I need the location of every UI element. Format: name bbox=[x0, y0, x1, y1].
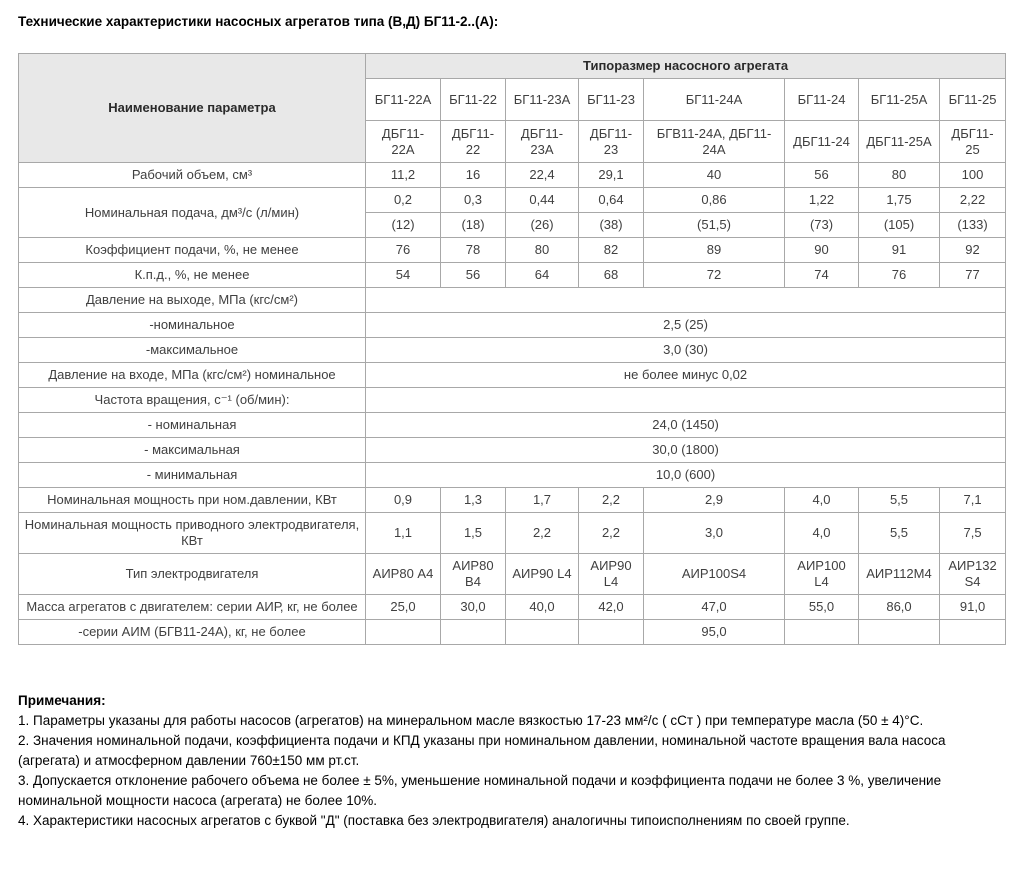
table-row bbox=[19, 338, 1006, 363]
row-label: - максимальная bbox=[19, 438, 366, 463]
value-cell: АИР112М4 bbox=[859, 554, 940, 595]
value-cell: 10,0 (600) bbox=[366, 463, 1006, 488]
value-cell: 4,0 bbox=[785, 513, 859, 554]
col-header: ДБГ11-22А bbox=[366, 121, 441, 163]
value-cell: АИР100 L4 bbox=[785, 554, 859, 595]
page-title: Технические характеристики насосных агрегатов типа (В,Д) БГ11-2..(А): bbox=[18, 14, 499, 29]
table-row bbox=[19, 413, 1006, 438]
value-cell: 4,0 bbox=[785, 488, 859, 513]
value-cell: 3,0 bbox=[644, 513, 785, 554]
value-cell: 1,1 bbox=[366, 513, 441, 554]
value-cell: 1,3 bbox=[441, 488, 506, 513]
value-cell: (133) bbox=[940, 213, 1006, 238]
value-cell: 25,0 bbox=[366, 595, 441, 620]
value-cell: 92 bbox=[940, 238, 1006, 263]
table-row bbox=[19, 513, 1006, 554]
value-cell: не более минус 0,02 bbox=[366, 363, 1006, 388]
value-cell bbox=[579, 620, 644, 645]
row-label: Давление на входе, МПа (кгс/см²) номинальное bbox=[19, 363, 366, 388]
page bbox=[0, 14, 1022, 839]
value-cell: 2,5 (25) bbox=[366, 313, 1006, 338]
value-cell: 80 bbox=[506, 238, 579, 263]
value-cell: 0,86 bbox=[644, 188, 785, 213]
row-label: -серии АИМ (БГВ11-24А), кг, не более bbox=[19, 620, 366, 645]
value-cell: 74 bbox=[785, 263, 859, 288]
value-cell: 72 bbox=[644, 263, 785, 288]
value-cell: 2,2 bbox=[579, 488, 644, 513]
value-cell: 64 bbox=[506, 263, 579, 288]
value-cell bbox=[366, 288, 1006, 313]
value-cell: 3,0 (30) bbox=[366, 338, 1006, 363]
value-cell: АИР80 А4 bbox=[366, 554, 441, 595]
row-label: Номинальная подача, дм³/с (л/мин) bbox=[19, 188, 366, 238]
col-header: БГВ11-24А, ДБГ11-24А bbox=[644, 121, 785, 163]
table-row bbox=[19, 438, 1006, 463]
table-row bbox=[19, 188, 1006, 213]
table-row bbox=[19, 463, 1006, 488]
value-cell: (105) bbox=[859, 213, 940, 238]
value-cell: 11,2 bbox=[366, 163, 441, 188]
row-label: Масса агрегатов с двигателем: серии АИР, кг, не более bbox=[19, 595, 366, 620]
col-header: БГ11-22А bbox=[366, 79, 441, 121]
value-cell: 5,5 bbox=[859, 513, 940, 554]
value-cell: 2,9 bbox=[644, 488, 785, 513]
value-cell: 54 bbox=[366, 263, 441, 288]
value-cell: 30,0 bbox=[441, 595, 506, 620]
value-cell: 5,5 bbox=[859, 488, 940, 513]
value-cell: 76 bbox=[859, 263, 940, 288]
value-cell: (26) bbox=[506, 213, 579, 238]
table-row bbox=[19, 363, 1006, 388]
col-header: БГ11-22 bbox=[441, 79, 506, 121]
col-header: ДБГ11-22 bbox=[441, 121, 506, 163]
value-cell: 91 bbox=[859, 238, 940, 263]
table-row bbox=[19, 313, 1006, 338]
row-label: Коэффициент подачи, %, не менее bbox=[19, 238, 366, 263]
value-cell: 0,3 bbox=[441, 188, 506, 213]
value-cell: 76 bbox=[366, 238, 441, 263]
value-cell: 16 bbox=[441, 163, 506, 188]
value-cell: (73) bbox=[785, 213, 859, 238]
table-row bbox=[19, 620, 1006, 645]
value-cell bbox=[366, 388, 1006, 413]
row-label: Рабочий объем, см³ bbox=[19, 163, 366, 188]
notes-section bbox=[18, 691, 1006, 839]
value-cell bbox=[785, 620, 859, 645]
value-cell: 2,2 bbox=[506, 513, 579, 554]
table-row bbox=[19, 238, 1006, 263]
row-label: -номинальное bbox=[19, 313, 366, 338]
value-cell: 55,0 bbox=[785, 595, 859, 620]
value-cell: 42,0 bbox=[579, 595, 644, 620]
value-cell: 0,2 bbox=[366, 188, 441, 213]
value-cell bbox=[940, 620, 1006, 645]
value-cell: 1,22 bbox=[785, 188, 859, 213]
value-cell: АИР132 S4 bbox=[940, 554, 1006, 595]
value-cell: АИР90 L4 bbox=[579, 554, 644, 595]
value-cell: 22,4 bbox=[506, 163, 579, 188]
notes-heading: Примечания: bbox=[18, 693, 106, 708]
note-item: 2. Значения номинальной подачи, коэффициента подачи и КПД указаны при номинальном давлении, номинальной частоте вращения вала насоса (агрегата) и атмосферном давлении 760±150 мм рт.ст. bbox=[18, 733, 946, 768]
value-cell: 29,1 bbox=[579, 163, 644, 188]
group-header-cell: Типоразмер насосного агрегата bbox=[366, 54, 1006, 79]
value-cell bbox=[506, 620, 579, 645]
table-row bbox=[19, 595, 1006, 620]
col-header: БГ11-25 bbox=[940, 79, 1006, 121]
value-cell: (12) bbox=[366, 213, 441, 238]
value-cell: 95,0 bbox=[644, 620, 785, 645]
row-label: Номинальная мощность при ном.давлении, КВт bbox=[19, 488, 366, 513]
value-cell: 80 bbox=[859, 163, 940, 188]
table-row bbox=[19, 163, 1006, 188]
value-cell: 0,64 bbox=[579, 188, 644, 213]
col-header: ДБГ11-25 bbox=[940, 121, 1006, 163]
value-cell: 2,2 bbox=[579, 513, 644, 554]
value-cell: АИР100S4 bbox=[644, 554, 785, 595]
value-cell: 100 bbox=[940, 163, 1006, 188]
param-header-cell: Наименование параметра bbox=[19, 54, 366, 163]
col-header: ДБГ11-25А bbox=[859, 121, 940, 163]
col-header: ДБГ11-24 bbox=[785, 121, 859, 163]
col-header: БГ11-24 bbox=[785, 79, 859, 121]
note-item: 1. Параметры указаны для работы насосов (агрегатов) на минеральном масле вязкостью 17-23 мм²/с ( сСт ) при температуре масла (50 ± 4)°С. bbox=[18, 713, 924, 728]
row-label: К.п.д., %, не менее bbox=[19, 263, 366, 288]
spec-table bbox=[18, 53, 1006, 645]
row-label: Тип электродвигателя bbox=[19, 554, 366, 595]
col-header: ДБГ11-23А bbox=[506, 121, 579, 163]
value-cell: 77 bbox=[940, 263, 1006, 288]
table-row bbox=[19, 288, 1006, 313]
value-cell: 7,5 bbox=[940, 513, 1006, 554]
col-header: БГ11-24А bbox=[644, 79, 785, 121]
col-header: БГ11-23А bbox=[506, 79, 579, 121]
value-cell: (18) bbox=[441, 213, 506, 238]
table-row bbox=[19, 554, 1006, 595]
value-cell: АИР80 В4 bbox=[441, 554, 506, 595]
col-header: БГ11-25А bbox=[859, 79, 940, 121]
value-cell: (38) bbox=[579, 213, 644, 238]
value-cell: 68 bbox=[579, 263, 644, 288]
value-cell: 91,0 bbox=[940, 595, 1006, 620]
col-header: ДБГ11-23 bbox=[579, 121, 644, 163]
table-row bbox=[19, 263, 1006, 288]
value-cell: 0,44 bbox=[506, 188, 579, 213]
value-cell: 82 bbox=[579, 238, 644, 263]
value-cell: 86,0 bbox=[859, 595, 940, 620]
table-row bbox=[19, 388, 1006, 413]
value-cell: 1,5 bbox=[441, 513, 506, 554]
value-cell: 40,0 bbox=[506, 595, 579, 620]
value-cell: 47,0 bbox=[644, 595, 785, 620]
value-cell: АИР90 L4 bbox=[506, 554, 579, 595]
value-cell bbox=[441, 620, 506, 645]
value-cell: 30,0 (1800) bbox=[366, 438, 1006, 463]
table-row bbox=[19, 488, 1006, 513]
value-cell bbox=[366, 620, 441, 645]
value-cell: 56 bbox=[441, 263, 506, 288]
row-label: Давление на выходе, МПа (кгс/см²) bbox=[19, 288, 366, 313]
col-header: БГ11-23 bbox=[579, 79, 644, 121]
row-label: - номинальная bbox=[19, 413, 366, 438]
value-cell: 0,9 bbox=[366, 488, 441, 513]
note-item: 4. Характеристики насосных агрегатов с буквой "Д" (поставка без электродвигателя) аналогичны типоисполнениям по своей группе. bbox=[18, 813, 850, 828]
value-cell: 89 bbox=[644, 238, 785, 263]
value-cell: 1,75 bbox=[859, 188, 940, 213]
row-label: Частота вращения, с⁻¹ (об/мин): bbox=[19, 388, 366, 413]
value-cell: (51,5) bbox=[644, 213, 785, 238]
value-cell: 40 bbox=[644, 163, 785, 188]
value-cell bbox=[859, 620, 940, 645]
value-cell: 2,22 bbox=[940, 188, 1006, 213]
value-cell: 1,7 bbox=[506, 488, 579, 513]
value-cell: 24,0 (1450) bbox=[366, 413, 1006, 438]
note-item: 3. Допускается отклонение рабочего объема не более ± 5%, уменьшение номинальной подачи и коэффициента подачи не более 3 %, увеличение номинальной мощности насоса (агрегата) не более 10%. bbox=[18, 773, 942, 808]
value-cell: 90 bbox=[785, 238, 859, 263]
row-label: - минимальная bbox=[19, 463, 366, 488]
header-row-group bbox=[19, 54, 1006, 79]
value-cell: 56 bbox=[785, 163, 859, 188]
value-cell: 78 bbox=[441, 238, 506, 263]
row-label: -максимальное bbox=[19, 338, 366, 363]
row-label: Номинальная мощность приводного электродвигателя, КВт bbox=[19, 513, 366, 554]
value-cell: 7,1 bbox=[940, 488, 1006, 513]
